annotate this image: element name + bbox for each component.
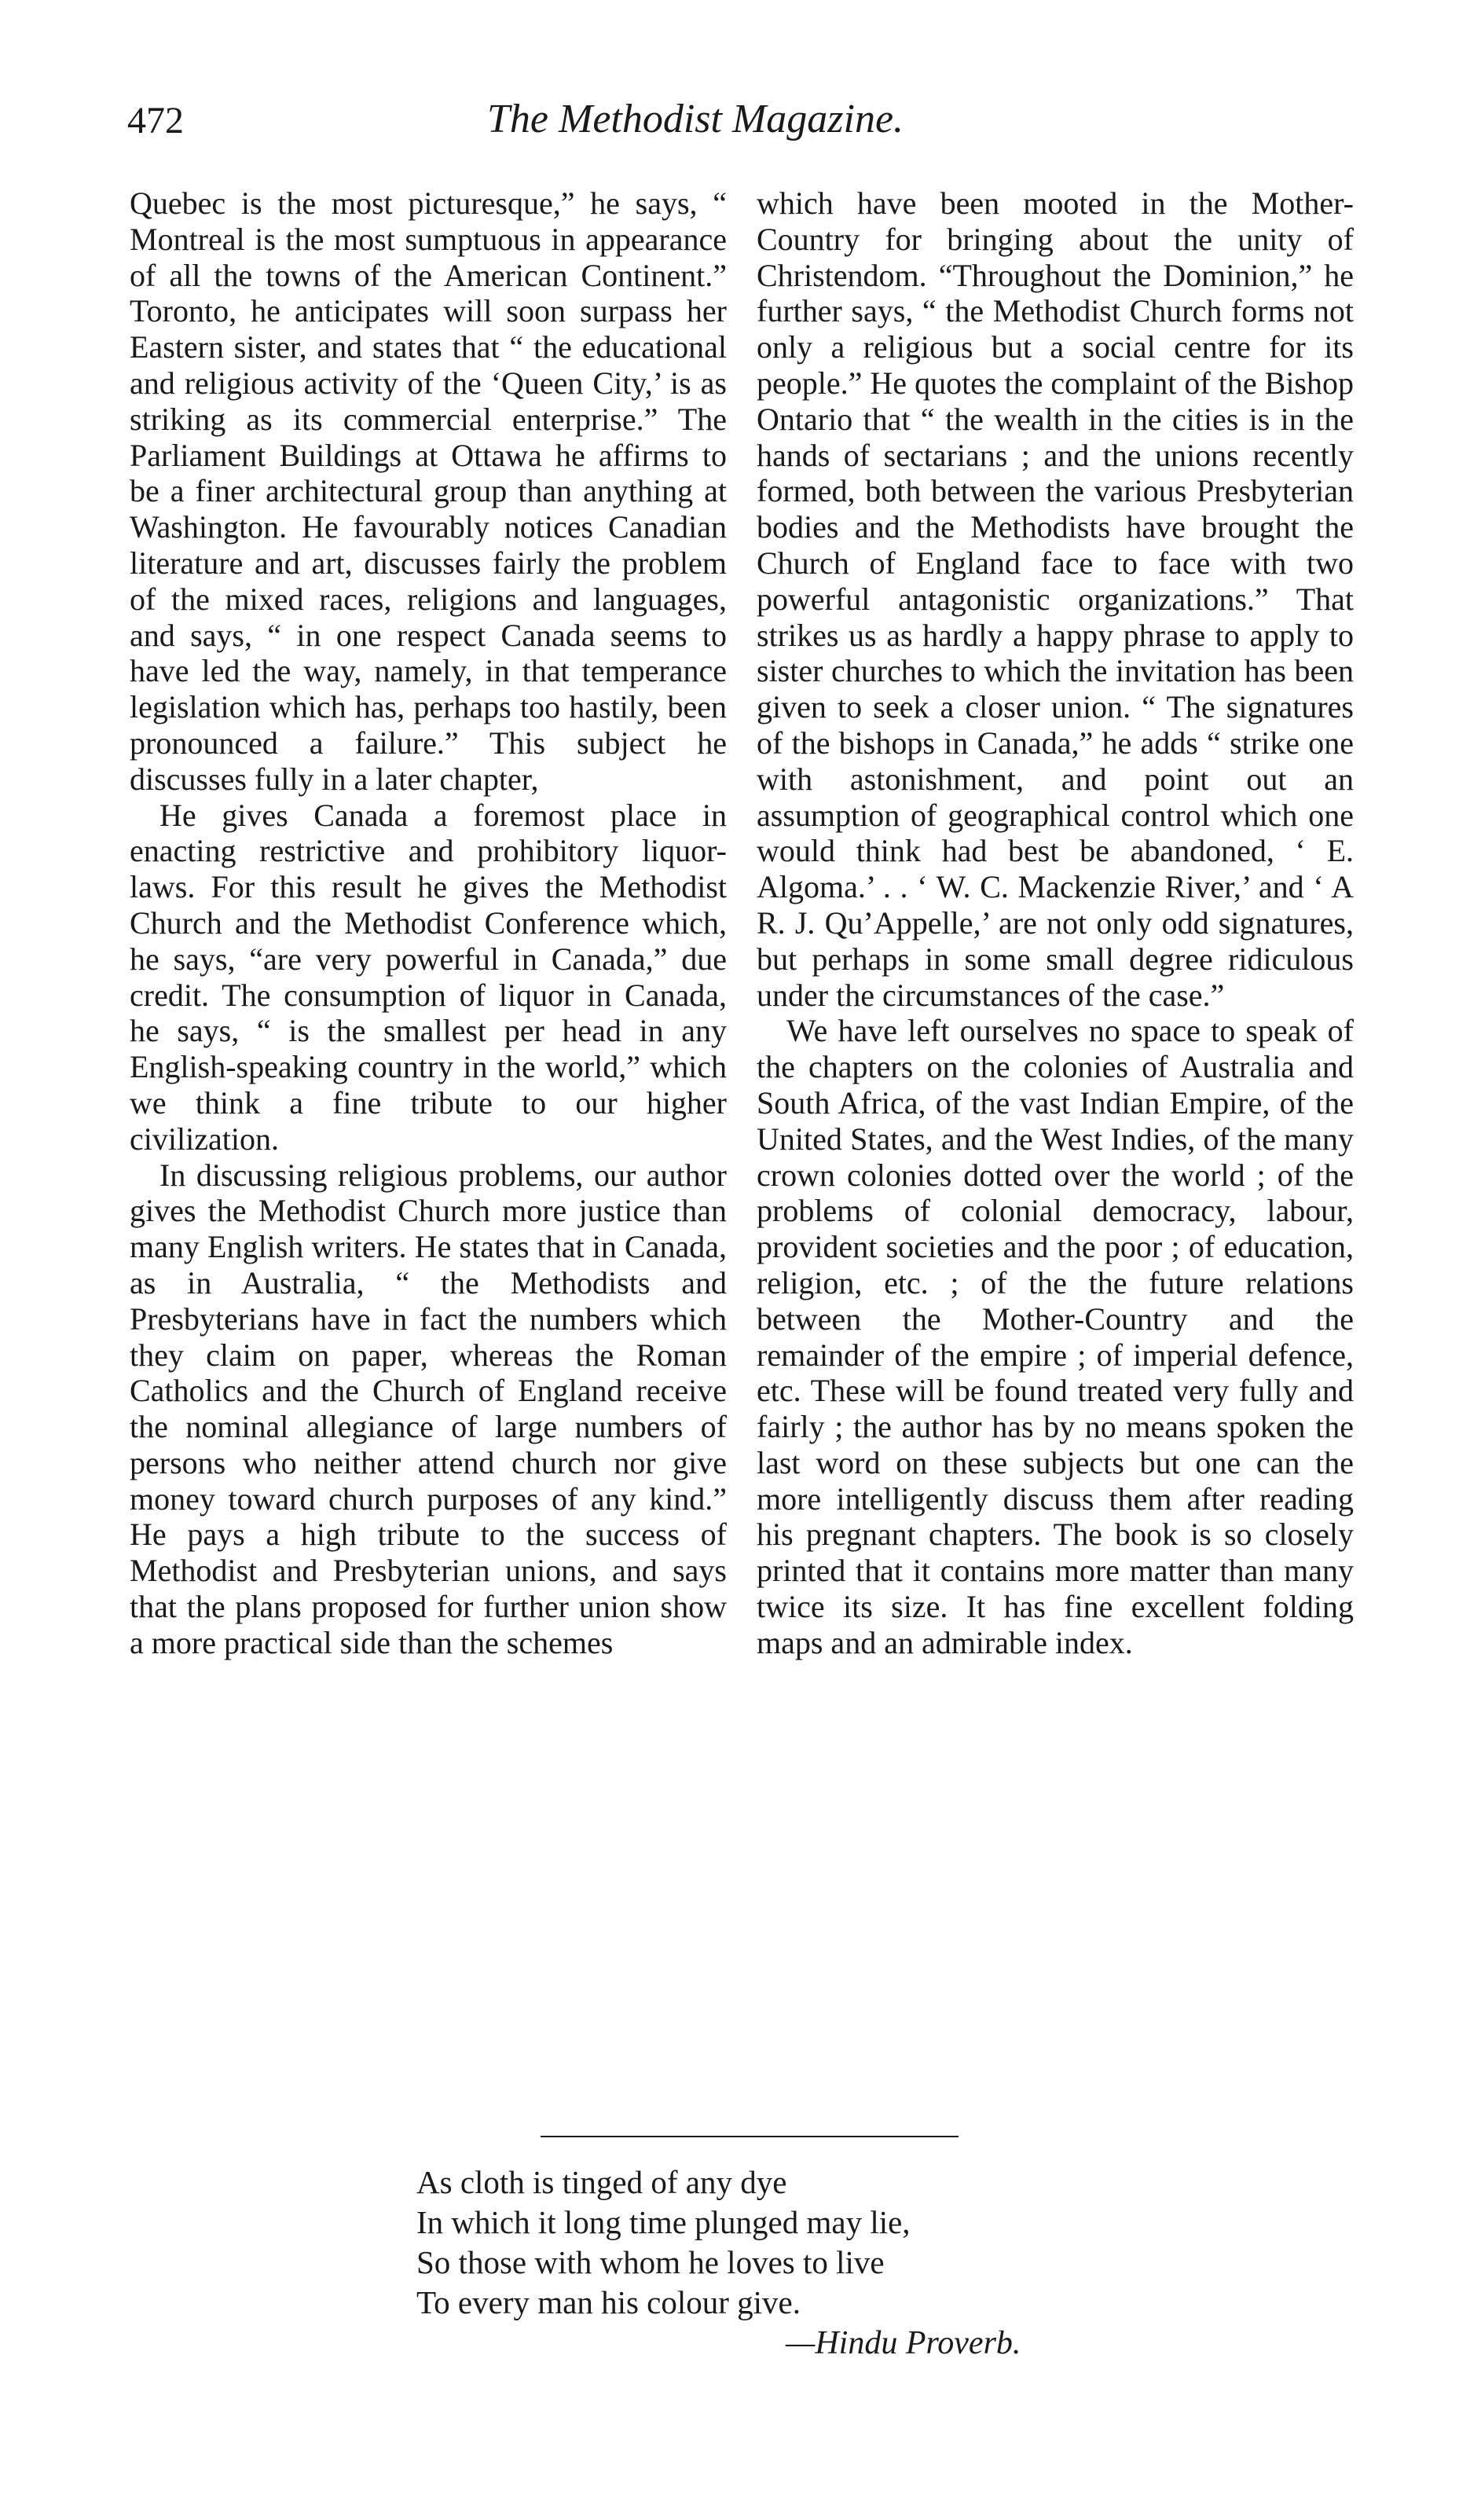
paragraph: which have been mooted in the Mother-Country for bringing about the unity of Christendom. “Throughout the Dominion,” he further says, “ the Methodist Church forms not only a religious but a social centre for its people.” He quotes the complaint of the Bishop Ontario that “ the wealth in the cities is in the hands of sectarians ; and the unions recently formed, both between the various Presbyterian bodies and the Methodists have brought the Church of England face to face with two powerful antagonistic organizations.” That strikes us as hardly a happy phrase to apply to sister churches to which the invitation has been given to seek a closer union. “ The signatures of the bishops in Canada,” he adds “ strike one with astonishment, and point out an assumption of geographical control which one would think had best be abandoned, ‘ E. Algoma.’ . . ‘ W. C. Mackenzie River,’ and ‘ A R. J. Qu’Appelle,’ are not only odd signatures, but perhaps in some small degree ridiculous under the circumstances of the case.”	[757, 185, 1354, 1013]
left-column	[130, 185, 727, 1661]
paragraph: Quebec is the most picturesque,” he says, “ Montreal is the most sumptuous in appearance of all the towns of the American Continent.” Toronto, he anticipates will soon surpass her Eastern sister, and states that “ the educational and religious activity of the ‘Queen City,’ is as striking as its commercial enterprise.” The Parliament Buildings at Ottawa he affirms to be a finer architectural group than anything at Washington. He favourably notices Canadian literature and art, discusses fairly the problem of the mixed races, religions and languages, and says, “ in one respect Canada seems to have led the way, namely, in that temperance legislation which has, perhaps too hastily, been pronounced a failure.” This subject he discusses fully in a later chapter,	[130, 185, 727, 797]
right-column	[757, 185, 1354, 1661]
poem	[416, 2162, 911, 2323]
page-number: 472	[127, 100, 184, 141]
poem-line: So those with whom he loves to live	[416, 2244, 885, 2280]
paragraph: He gives Canada a foremost place in enacting restrictive and prohibitory liquor-laws. For this result he gives the Methodist Church and the Methodist Conference which, he says, “are very powerful in Canada,” due credit. The consumption of liquor in Canada, he says, “ is the smallest per head in any English-speaking country in the world,” which we think a fine tribute to our higher civilization.	[130, 797, 727, 1157]
paragraph: We have left ourselves no space to speak of the chapters on the colonies of Australia and South Africa, of the vast Indian Empire, of the United States, and the West Indies, of the many crown colonies dotted over the world ; of the problems of colonial democracy, labour, provident societies and the poor ; of education, religion, etc. ; of the the future relations between the Mother-Country and the remainder of the empire ; of imperial defence, etc. These will be found treated very fully and fairly ; the author has by no means spoken the last word on these subjects but one can the more intelligently discuss them after reading his pregnant chapters. The book is so closely printed that it contains more matter than many twice its size. It has fine excellent folding maps and an admirable index.	[757, 1013, 1354, 1660]
poem-line: In which it long time plunged may lie,	[416, 2204, 911, 2240]
section-divider	[541, 2136, 959, 2137]
poem-line: As cloth is tinged of any dye	[416, 2164, 787, 2200]
paragraph: In discussing religious problems, our author gives the Methodist Church more justice than many English writers. He states that in Canada, as in Australia, “ the Methodists and Presbyterians have in fact the numbers which they claim on paper, whereas the Roman Catholics and the Church of England receive the nominal allegiance of large numbers of persons who neither attend church nor give money toward church purposes of any kind.” He pays a high tribute to the success of Methodist and Presbyterian unions, and says that the plans proposed for further union show a more practical side than the schemes	[130, 1157, 727, 1660]
poem-line: To every man his colour give.	[416, 2284, 801, 2320]
running-head-title: The Methodist Magazine.	[487, 97, 904, 141]
poem-attribution: —Hindu Proverb.	[786, 2325, 1021, 2361]
